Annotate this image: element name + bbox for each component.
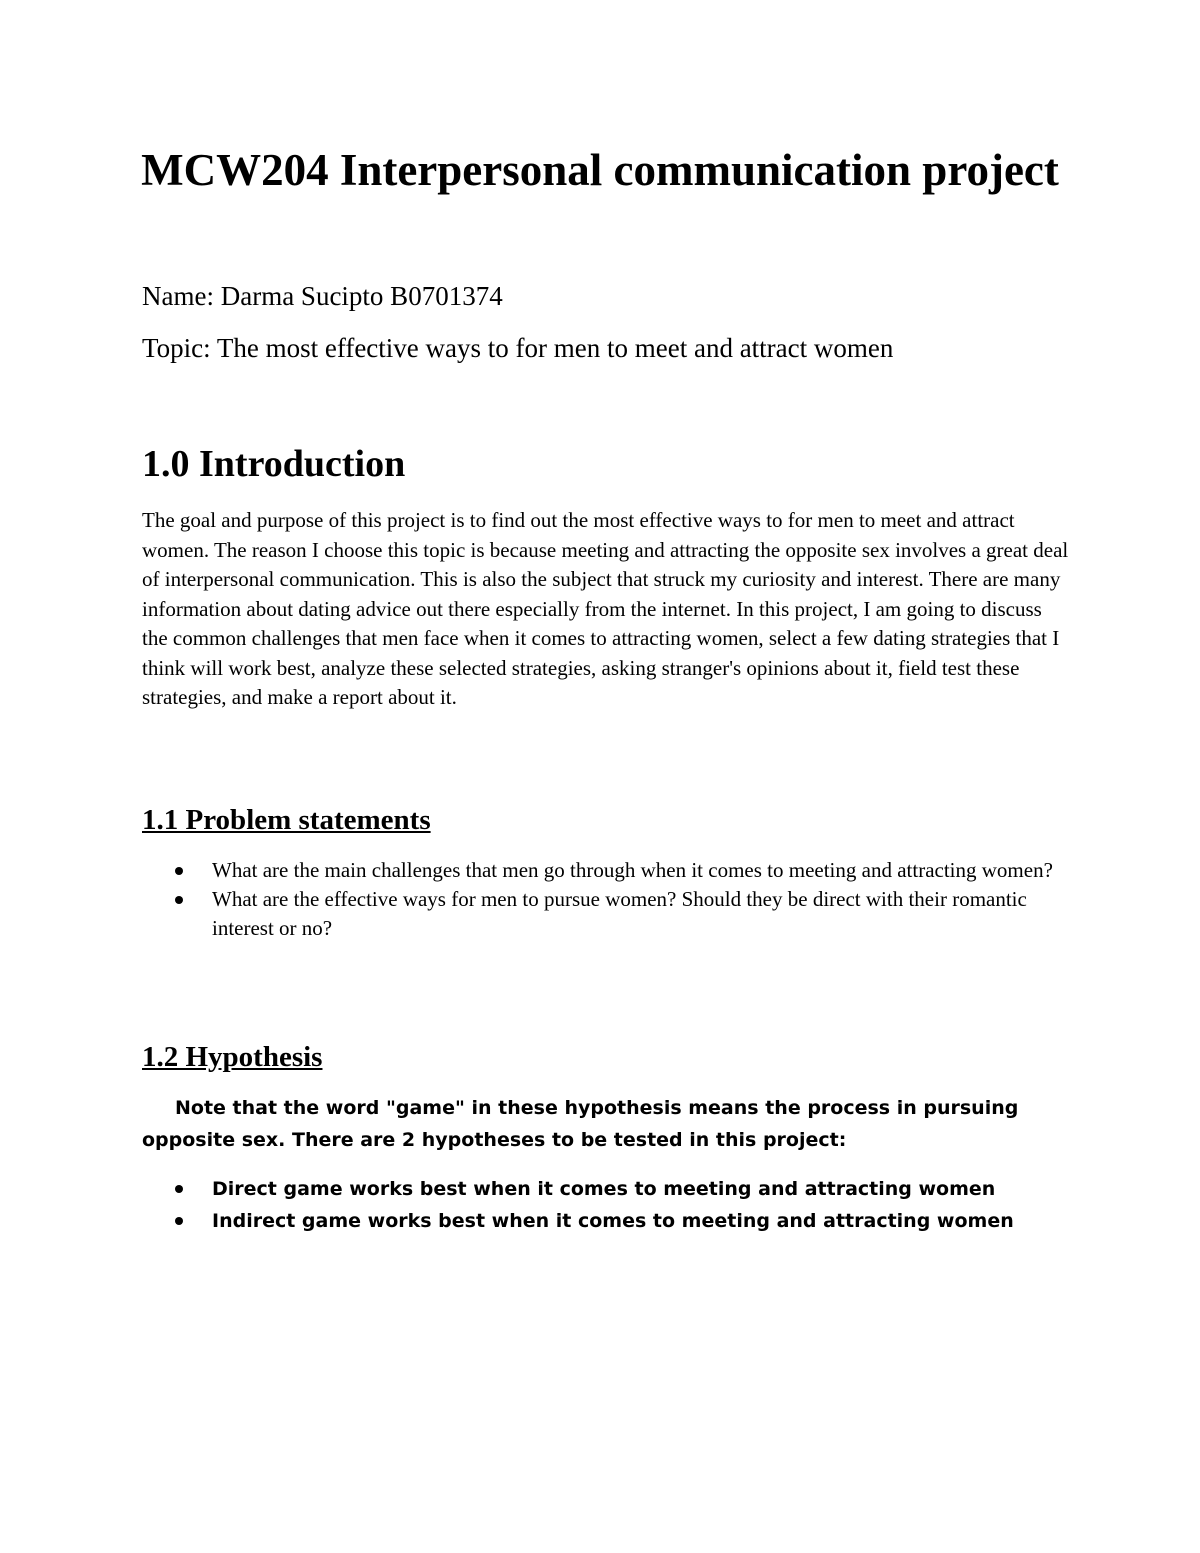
hypothesis-text: Direct game works best when it comes to meeting and attracting women [212, 1178, 996, 1200]
hypothesis-text: Indirect game works best when it comes to meeting and attracting women [212, 1210, 1014, 1232]
problem-statements-heading: 1.1 Problem statements [142, 804, 431, 836]
list-item [142, 856, 1062, 885]
introduction-heading: 1.0 Introduction [142, 443, 406, 485]
document-title: MCW204 Interpersonal communication project [141, 145, 1059, 195]
hypothesis-note: Note that the word "game" in these hypothesis means the process in pursuing opposite sex. There are 2 hypotheses to be tested in this project: [142, 1097, 1019, 1151]
hypothesis-heading: 1.2 Hypothesis [142, 1041, 323, 1073]
problem-statement-text: What are the effective ways for men to pursue women? Should they be direct with their romantic interest or no? [212, 887, 1027, 940]
author-name-line: Name: Darma Sucipto B0701374 [142, 281, 503, 311]
introduction-paragraph: The goal and purpose of this project is to find out the most effective ways to for men to meet and attract women. The reason I choose this topic is because meeting and attracting the opposite sex involves a great deal of interpersonal communication. This is also the subject that struck my curiosity and interest. There are many information about dating advice out there especially from the internet. In this project, I am going to discuss the common challenges that men face when it comes to attracting women, select a few dating strategies that I think will work best, analyze these selected strategies, asking stranger's opinions about it, field test these strategies, and make a report about it. [142, 508, 1069, 709]
bullet-icon [175, 1185, 183, 1193]
list-item [142, 1205, 1062, 1237]
list-item [142, 885, 1062, 943]
problem-statements-list [142, 856, 1062, 943]
list-item [142, 1173, 1062, 1205]
topic-line: Topic: The most effective ways to for men to meet and attract women [142, 333, 894, 363]
bullet-icon [175, 1217, 183, 1225]
bullet-icon [175, 867, 183, 875]
bullet-icon [175, 896, 183, 904]
problem-statement-text: What are the main challenges that men go through when it comes to meeting and attracting women? [212, 858, 1053, 882]
hypothesis-list [142, 1173, 1062, 1237]
